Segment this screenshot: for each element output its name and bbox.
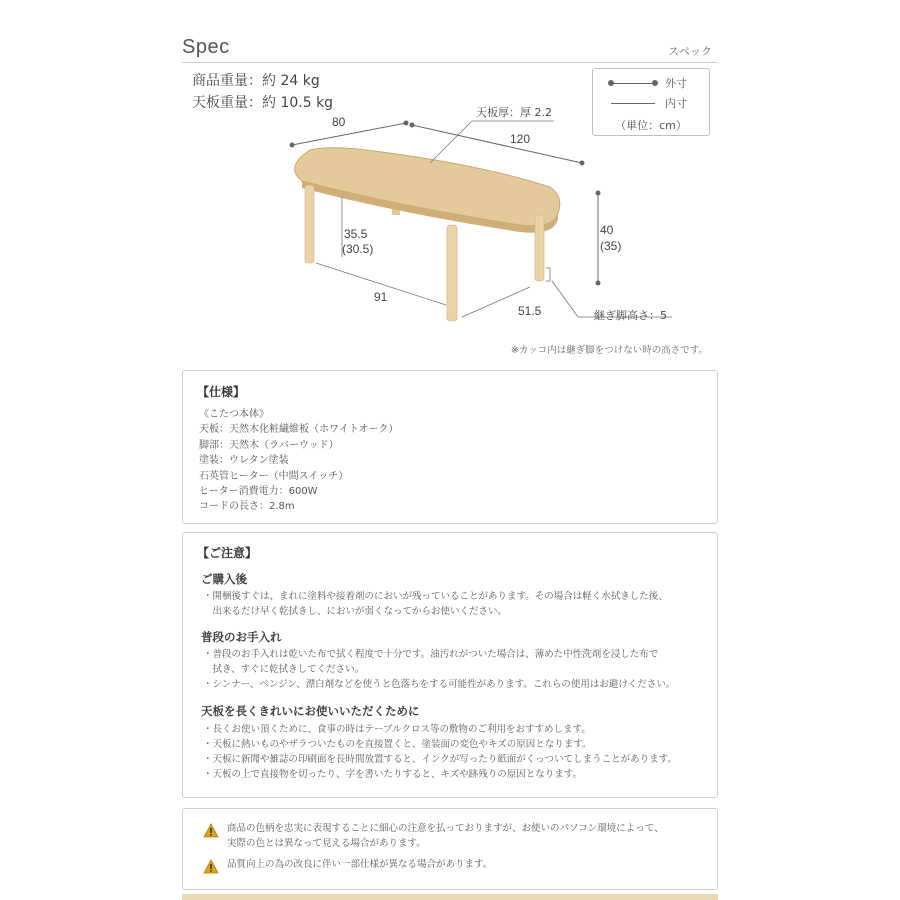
dim-leg-span-long: 91 (374, 290, 388, 304)
legend-outer-label: 外寸 (665, 77, 687, 90)
spec-line: ヒーター消費電力：600W (199, 486, 318, 498)
height-note: ※カッコ内は継ぎ脚をつけない時の高さです。 (510, 345, 708, 356)
long-use-text: ・長くお使い頂くために、食事の時はテーブルクロス等の敷物のご利用をおすすめします。 ・天板に熱いものやザラついたものを直接置くと、塗装面の変色やキズの原因となります。 ・天板に新聞や雑誌の印刷面を長時間放置すると、インクが写ったり紙面がくっついてしまうことがあります。 ・天板の上で直接物を切ったり、字を書いたりすると、キズや跡残りの原因となります。 (203, 724, 677, 780)
top-board-weight: 天板重量：約 10.5 kg (192, 95, 334, 111)
bottom-strip (182, 894, 718, 900)
section-heading-daily-care: 普段のお手入れ (201, 630, 282, 644)
dim-leg-span-short: 51.5 (518, 304, 542, 318)
dim-thickness: 天板厚：厚 2.2 (476, 106, 552, 119)
daily-care-text: ・普段のお手入れは乾いた布で拭く程度で十分です。油汚れがついた場合は、薄めた中性洗剤を浸した布で 拭き、すぐに乾拭きしてください。 ・シンナー、ベンジン、漂白剤などを使うと色落ちをする可能性があります。これらの使用はお避けください。 (203, 649, 676, 690)
dim-height-inner: (35) (600, 239, 622, 253)
dim-leg-extension: 継ぎ脚高さ：5 (594, 309, 667, 322)
product-spec-page (182, 0, 718, 900)
section-heading-after-purchase: ご購入後 (201, 572, 247, 586)
specifications-title: 【仕様】 (197, 385, 246, 399)
table-leg-front-left (305, 185, 314, 263)
warning-text: 品質向上の為の改良に伴い一部仕様が異なる場合があります。 (227, 859, 493, 870)
spec-title: Spec (182, 36, 230, 58)
section-heading-long-use: 天板を長くきれいにお使いいただくために (201, 704, 420, 718)
spec-header (182, 36, 718, 63)
warning-text: 商品の色柄を忠実に表現することに細心の注意を払っておりますが、お使いのパソコン環境によって、 実際の色とは異なって見える場合があります。 (227, 823, 664, 849)
legend-inner-label: 内寸 (665, 97, 687, 110)
table-leg-back-right (535, 215, 544, 281)
dim-width-top: 80 (332, 115, 346, 129)
spec-line: 脚部：天然木（ラバーウッド） (199, 439, 339, 451)
caution-box (182, 532, 718, 798)
table-leg-front-right (447, 225, 457, 321)
caution-title: 【ご注意】 (197, 546, 258, 560)
dot-icon (652, 80, 658, 86)
dim-length-top: 120 (510, 132, 531, 146)
specifications-box (182, 370, 718, 524)
table-diagram (262, 105, 702, 335)
warning-icon (203, 823, 219, 838)
spec-line: 塗装：ウレタン塗装 (199, 455, 289, 467)
spec-line: 天板：天然木化粧繊維板（ホワイトオーク） (199, 424, 399, 436)
legend-unit: （単位：cm） (615, 119, 687, 132)
warning-icon (203, 859, 219, 874)
warning-box (182, 808, 718, 890)
spec-subtitle: スペック (668, 45, 712, 58)
dim-height-outer: 40 (600, 223, 614, 237)
legend-outer (593, 75, 709, 91)
after-purchase-text: ・開梱後すぐは、まれに塗料や接着剤のにおいが残っていることがあります。その場合は軽く水拭きした後、 出来るだけ早く乾拭きし、においが弱くなってからお使いください。 (203, 591, 668, 617)
spec-line: 石英管ヒーター（中間スイッチ） (199, 470, 349, 482)
specifications-list (199, 407, 398, 515)
dot-icon (608, 80, 614, 86)
dim-under-inner: (30.5) (342, 242, 374, 256)
spec-line: コードの長さ：2.8m (199, 501, 295, 513)
spec-line: 《こたつ本体》 (199, 409, 269, 420)
dim-under-outer: 35.5 (344, 227, 368, 241)
product-weight: 商品重量：約 24 kg (192, 73, 320, 89)
